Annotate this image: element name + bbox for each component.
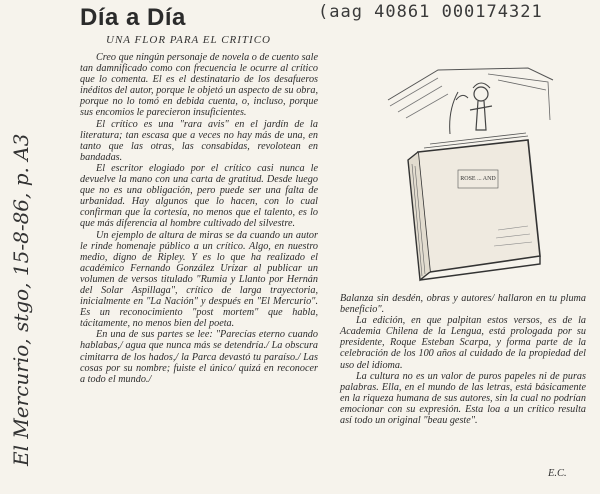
- article-paragraph: En una de sus partes se lee: "Parecías eterno cuando hablabas,/ agua que nunca más se detendría./ La obscura cimitarra de los hados,/ la Parca devastó tu paraíso./ Las cosas por su nombre; fuiste el único/ quizá en reconocer a todo el mundo./: [80, 329, 318, 385]
- article-paragraph: Balanza sin desdén, obras y autores/ hallaron en tu pluma beneficio".: [340, 293, 586, 316]
- handwritten-margin-note-drawing: [4, 30, 44, 470]
- article-paragraph: El escritor elogiado por el crítico casi nunca le devuelve la mano con una carta de gratitud. Desde luego que no es una obligación, pero puede ser una falta de urbanidad. Hay algunos que lo hacen, con lo cual confirman que la cortesía, no menos que el talento, es lo que más diferencia al hombre cultivado del silvestre.: [80, 162, 318, 230]
- margin-note-text: El Mercurio, stgo, 15-8-86, p. A3: [9, 133, 33, 466]
- article-subtitle: UNA FLOR PARA EL CRITICO: [106, 34, 271, 46]
- article-paragraph: El crítico es una "rara avis" en el jardín de la literatura; tan escasa que a veces no hay más de una, en tanto que las otras, las consabidas, revolotean en bandadas.: [80, 118, 318, 163]
- book-with-reader-illustration: [378, 60, 558, 282]
- article-column-left: [80, 52, 318, 385]
- handwritten-archive-code: (aag 40861 000174321: [318, 2, 543, 22]
- article-column-right: [340, 293, 586, 426]
- article-paragraph: Un ejemplo de altura de miras se da cuando un autor le rinde homenaje público a un crítico. Algo, en nuestro medio, digno de Ripley. Y es lo que ha realizado el académico Fernando González Urízar al publicar un volumen de versos titulado "Rumia y Llanto por Hernán del Solar Aspillaga", crítico de larga trayectoria, inicialmente en "La Nación" y después en "El Mercurio". Es un reconocimiento "post mortem" que habla, tácitamente, no menos bien del poeta.: [80, 229, 318, 330]
- article-paragraph: La cultura no es un valor de puros papeles ni de puras palabras. Ella, en el mundo de las letras, está básicamente en la riqueza humana de sus autores, sin la cual no podrían emocionar con su expresión. Esta loa a un crítico resulta así todo un original "beau geste".: [340, 370, 586, 427]
- article-paragraph: La edición, en que palpitan estos versos, es de la Academia Chilena de la Lengua, está prologada por su presidente, Roque Esteban Scarpa, y forma parte de la celebración de los 100 años al cuidado de la propiedad del uso del idioma.: [340, 315, 586, 371]
- book-cover-text: ROSE ... AND: [460, 176, 496, 182]
- column-title: Día a Día: [80, 4, 186, 31]
- article-paragraph: Creo que ningún personaje de novela o de cuento sale tan damnificado como con frecuencia le ocurre al crítico que lo comenta. El es el destinatario de los desafueros inéditos del autor, porque le objetó un aspecto de su obra, porque no lo tomó en debida cuenta, o, incluso, porque sus encomios le parecieron insuficientes.: [80, 52, 318, 119]
- handwritten-margin-note: [4, 30, 44, 470]
- author-initials: E.C.: [548, 468, 567, 479]
